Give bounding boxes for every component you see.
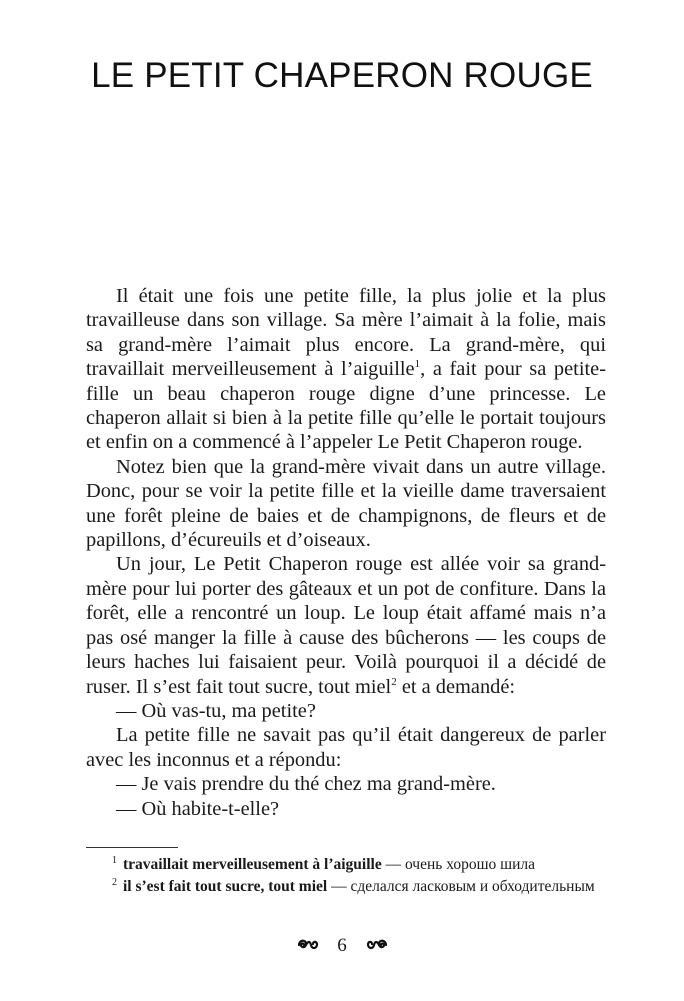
- right-ornament-icon: [366, 936, 388, 958]
- paragraph: La petite fille ne savait pas qu’il était dangereux de parler avec les inconnus et a répondu:: [86, 724, 606, 771]
- footnote-divider: [86, 847, 178, 848]
- footnote-term: travaillait merveilleusement à l’aiguille: [123, 856, 382, 873]
- dialogue-line: — Où habite-t-elle?: [116, 797, 280, 820]
- footnotes: [86, 854, 606, 898]
- footnote-term: il s’est fait tout sucre, tout miel: [123, 878, 328, 895]
- paragraph: Il était une fois une petite fille, la plus jolie et la plus travailleuse dans son village. Sa mère l’aimait à la folie, mais sa grand-mère l’aimait plus encore. La grand-mère, qui travaillait merveilleusement à l’aiguille$^1$, a fait pour sa petite-fille un beau chaperon rouge digne d’une princesse. Le chaperon allait si bien à la petite fille qu’elle le portait toujours et enfin on a commencé à l’appeler Le Petit Chaperon rouge.: [86, 285, 606, 454]
- dialogue-line: — Où vas-tu, ma petite?: [116, 699, 316, 722]
- footnote-number: 1: [112, 854, 117, 866]
- footnote-ref[interactable]: 1: [414, 358, 421, 371]
- footnote-gloss: — сделался ласковым и обходительным: [327, 878, 595, 895]
- page-number: 6: [337, 935, 347, 956]
- footnote: [86, 854, 606, 876]
- paragraph: Notez bien que la grand-mère vivait dans un autre village. Donc, pour se voir la petite fille et la vieille dame traversaient une forêt pleine de baies et de champignons, de fleurs et de papillons, d’écureuils et d’oiseaux.: [86, 455, 606, 552]
- paragraph: Un jour, Le Petit Chaperon rouge est allée voir sa grand-mère pour lui porter des gâteaux et un pot de confiture. Dans la forêt, elle a rencontré un loup. Le loup était affamé mais n’a pas osé manger la fille à cause des bûcherons — les coups de leurs haches lui faisaient peur. Voilà pourquoi il a décidé de ruser. Il s’est fait tout sucre, tout miel$^2$ et a demandé:: [86, 553, 606, 698]
- story-text: [86, 284, 606, 821]
- footnote-number: 2: [112, 876, 117, 888]
- page-footer: [0, 935, 684, 958]
- dialogue-line: — Je vais prendre du thé chez ma grand-mère.: [116, 773, 496, 796]
- footnote-ref[interactable]: 2: [391, 675, 397, 688]
- footnote-gloss: — очень хорошо шила: [381, 856, 536, 873]
- left-ornament-icon: [297, 936, 319, 958]
- footnote: [86, 876, 606, 898]
- chapter-title: LE PETIT CHAPERON ROUGE: [91, 56, 593, 95]
